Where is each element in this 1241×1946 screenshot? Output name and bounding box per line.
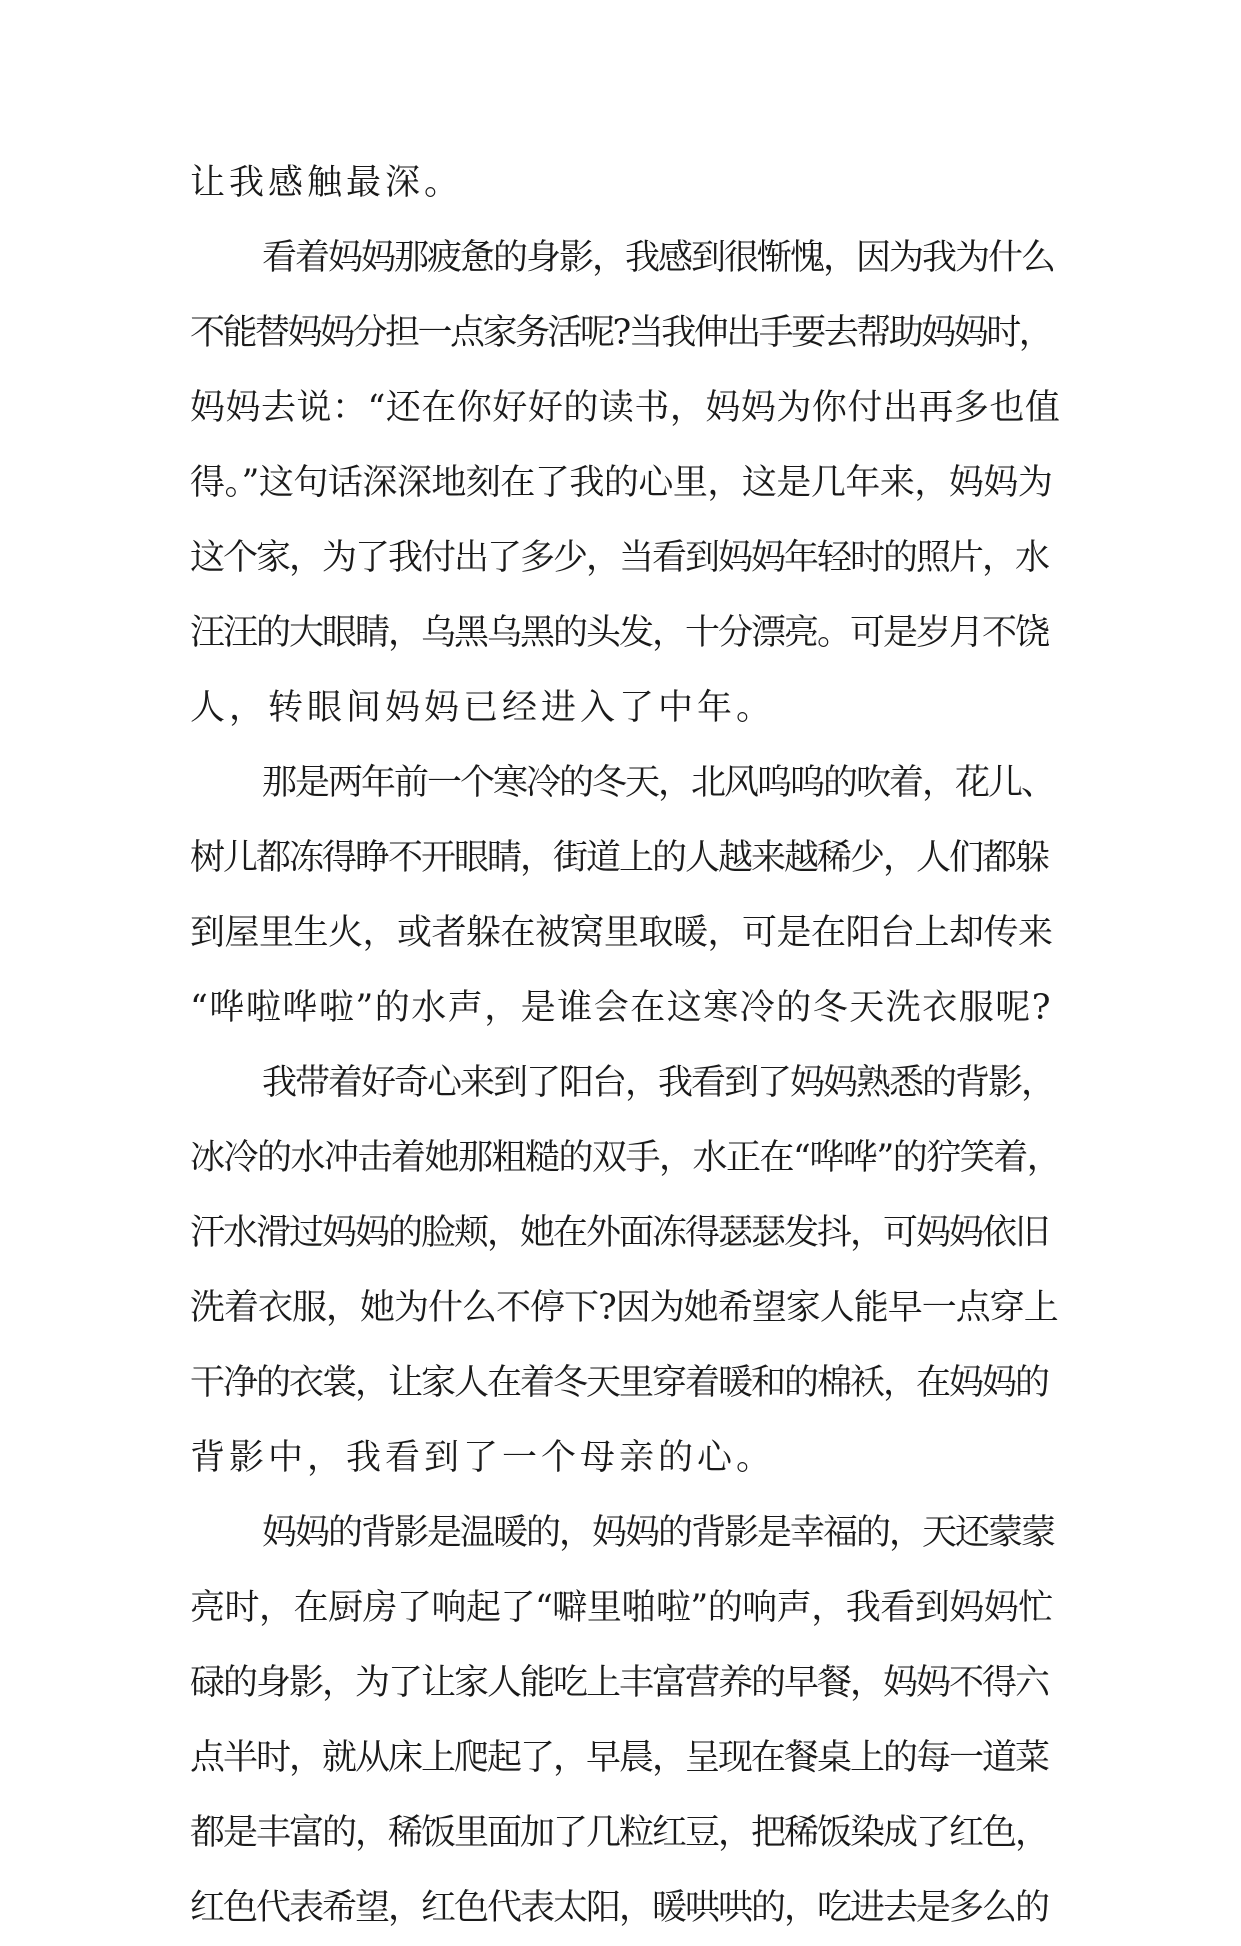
text-line: 都是丰富的，稀饭里面加了几粒红豆，把稀饭染成了红色， — [190, 1813, 1049, 1853]
text-line: 妈妈去说：“还在你好好的读书，妈妈为你付出再多也值 — [190, 388, 1061, 428]
essay-body — [190, 146, 1060, 1946]
paragraph-start-line: 我带着好奇心来到了阳台，我看到了妈妈熟悉的背影， — [262, 1063, 1055, 1103]
text-line: 点半时，就从床上爬起了，早晨，呈现在餐桌上的每一道菜 — [190, 1738, 1049, 1778]
text-line: 树儿都冻得睁不开眼睛，街道上的人越来越稀少，人们都躲 — [190, 838, 1049, 878]
text-line: 洗着衣服，她为什么不停下?因为她希望家人能早一点穿上 — [190, 1288, 1058, 1328]
text-line: 这个家，为了我付出了多少，当看到妈妈年轻时的照片，水 — [190, 538, 1049, 578]
text-line: “哗啦哗啦”的水声，是谁会在这寒冷的冬天洗衣服呢? — [190, 988, 1053, 1028]
text-line: 冰冷的水冲击着她那粗糙的双手，水正在“哗哗”的狞笑着， — [190, 1138, 1061, 1178]
text-line: 汗水滑过妈妈的脸颊，她在外面冻得瑟瑟发抖，可妈妈依旧 — [190, 1213, 1049, 1253]
text-line: 背影中，我看到了一个母亲的心。 — [190, 1438, 776, 1478]
text-line: 人，转眼间妈妈已经进入了中年。 — [190, 688, 776, 728]
text-line: 干净的衣裳，让家人在着冬天里穿着暖和的棉袄，在妈妈的 — [190, 1363, 1049, 1403]
text-line: 碌的身影，为了让家人能吃上丰富营养的早餐，妈妈不得六 — [190, 1663, 1049, 1703]
text-line: 得。”这句话深深地刻在了我的心里，这是几年来，妈妈为 — [190, 463, 1053, 503]
paragraph-start-line: 看着妈妈那疲惫的身影，我感到很惭愧，因为我为什么 — [262, 238, 1055, 278]
text-line: 到屋里生火，或者躲在被窝里取暖，可是在阳台上却传来 — [190, 913, 1053, 953]
paragraph-start-line: 那是两年前一个寒冷的冬天，北风呜呜的吹着，花儿、 — [262, 763, 1055, 803]
text-line: 汪汪的大眼睛，乌黑乌黑的头发，十分漂亮。可是岁月不饶 — [190, 613, 1049, 653]
text-line: 亮时，在厨房了响起了“噼里啪啦”的响声，我看到妈妈忙 — [190, 1588, 1053, 1628]
text-line: 让我感触最深。 — [190, 163, 464, 203]
text-line: 红色代表希望，红色代表太阳，暖哄哄的，吃进去是多么的 — [190, 1888, 1049, 1928]
text-line: 不能替妈妈分担一点家务活呢?当我伸出手要去帮助妈妈时， — [190, 313, 1052, 353]
paragraph-start-line: 妈妈的背影是温暖的，妈妈的背影是幸福的，天还蒙蒙 — [262, 1513, 1055, 1553]
